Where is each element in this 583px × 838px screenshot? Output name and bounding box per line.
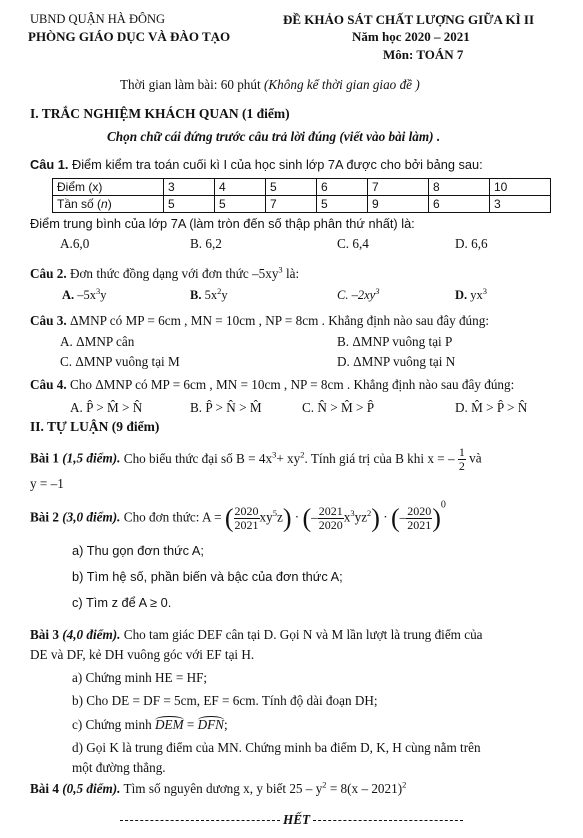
b2-f3-num: 2020 [407,504,432,518]
freq-var: n [101,197,108,211]
b2-frac1 [234,505,260,532]
table-cell: 7 [266,196,317,213]
b2-m1-tail: z [276,509,283,525]
b1-points: (1,5 điểm). [62,450,121,466]
table-cell: 6 [317,179,368,196]
part2-title: II. TỰ LUẬN (9 điểm) [30,419,160,434]
b2-minus: – [399,509,407,525]
q4-option-a: A. P̂ > M̂ > N̂ [70,400,143,415]
b3-text2: DE và DF, kẻ DH vuông góc với EF tại H. [30,647,255,662]
b1-frac-num: 1 [458,445,465,459]
b1-label: Bài 1 [30,450,59,466]
b2-minus: – [311,509,318,525]
b4-sup1: 2 [322,779,327,790]
b1-text-b: . Tính giá trị của B khi x = – [304,450,455,466]
b1-fraction [458,446,466,473]
b1-mid: + xy [276,450,301,466]
b2-f2-den: 2020 [318,518,343,532]
table-cell: 5 [266,179,317,196]
q2-b-base: 5x [204,288,218,302]
freq-close: ) [107,197,112,211]
q2-d-sup: 3 [482,285,488,296]
b2-m2-mid: yz [354,509,368,525]
table-cell: 5 [317,196,368,213]
school-year: Năm học 2020 – 2021 [352,29,470,44]
table-cell: 10 [490,179,551,196]
q4-option-c: C. N̂ > M̂ > P̂ [302,400,375,415]
b2-f3-den: 2021 [407,518,432,532]
paren-close: ) [371,503,380,533]
q2-c-base: –2xy [351,288,376,302]
b4-label: Bài 4 [30,781,59,796]
table-header-frequency [53,196,164,213]
q2-a-letter: A. [62,288,75,302]
footer-end: HẾT [283,812,311,827]
q4-option-d: D. M̂ > P̂ > N̂ [455,400,528,415]
b2-f1-num: 2020 [234,504,259,518]
b2-m2-sup2: 2 [367,508,372,519]
q1-option-d: D. 6,6 [455,236,488,251]
q2-text: Đơn thức đồng dạng với đơn thức [69,266,249,281]
b3-stem [30,627,483,643]
b3-c-pre: c) Chứng minh [72,717,152,732]
footer-line-left [120,820,280,821]
table-row [53,196,551,213]
b4-stem [30,781,406,797]
b2-m1: xy [259,509,273,525]
time-limit [120,77,420,93]
table-cell: 3 [490,196,551,213]
b2-text: Cho đơn thức: A = [123,509,222,525]
paren-open: ( [302,503,312,533]
b3-part-a: a) Chứng minh HE = HF; [72,670,208,685]
b1-text-a: Cho biểu thức đại số B = 4x [123,450,273,466]
b1-frac-den: 2 [458,459,465,473]
b2-part-a: a) Thu gọn đơn thức A; [72,543,204,558]
q2-label: Câu 2. [30,266,67,281]
q2-option-d [455,285,488,303]
b3-text1: Cho tam giác DEF cân tại D. Gọi N và M lần lượt là trung điểm của [123,627,483,642]
b2-m2-sup: 3 [350,508,355,519]
b2-part-c: c) Tìm z để A ≥ 0. [72,595,172,610]
b2-m2: x [343,509,351,525]
b3-c-eq: = [186,717,195,732]
b3-points: (4,0 điểm). [62,627,121,642]
table-cell: 6 [429,196,490,213]
b2-part-b: b) Tìm hệ số, phần biến và bậc của đơn thức A; [72,569,343,584]
exam-title: ĐỀ KHẢO SÁT CHẤT LƯỢNG GIỮA KÌ II [283,12,535,27]
b2-dot: · [383,509,388,525]
q2-c-sup: 3 [375,285,380,296]
q3-text: ΔMNP có MP = 6cm , MN = 10cm , NP = 8cm . Khẳng định nào sau đây đúng: [69,313,489,328]
q1-text: Điểm kiểm tra toán cuối kì I của học sinh lớp 7A được cho bởi bảng sau: [71,157,483,172]
part1-title: I. TRẮC NGHIỆM KHÁCH QUAN (1 điểm) [30,106,290,121]
q2-a-tail: y [100,288,107,302]
table-cell: 7 [368,179,429,196]
q2-stem [30,266,299,282]
q4-label: Câu 4. [30,377,67,392]
b2-frac2 [318,505,344,532]
footer-line-right [313,820,463,821]
q1-stem [30,157,483,172]
subject: Môn: TOÁN 7 [383,47,464,62]
q2-a-base: –5x [77,288,97,302]
q1-prompt: Điểm trung bình của lớp 7A (làm tròn đến số thập phân thứ nhất) là: [30,216,415,231]
b1-sup1: 3 [272,449,277,460]
b2-f2-num: 2021 [318,504,343,518]
q1-option-b: B. 6,2 [190,236,222,251]
b2-stem [30,499,446,533]
b4-sup2: 2 [402,779,407,790]
q3-option-b: B. ΔMNP vuông tại P [337,334,453,349]
q3-label: Câu 3. [30,313,67,328]
q4-option-b: B. P̂ > N̂ > M̂ [190,400,262,415]
angle-dfn: DFN [197,717,224,732]
q3-option-a: A. ΔMNP cân [60,334,135,349]
q2-d-letter: D. [455,288,468,302]
q2-expr-base: –5xy [252,266,279,281]
b2-m1-sup: 5 [272,508,277,519]
q2-a-sup: 3 [96,285,101,296]
school-district: UBND QUẬN HÀ ĐÔNG [30,12,166,26]
b3-part-b: b) Cho DE = DF = 5cm, EF = 6cm. Tính độ dài đoạn DH; [72,693,378,708]
b3-label: Bài 3 [30,627,59,642]
q2-option-c [337,285,380,303]
q2-c-letter: C. [337,288,349,302]
q2-tail: là: [285,266,300,281]
b4-text: Tìm số nguyên dương x, y biết [123,781,287,796]
freq-label: Tần số ( [57,197,102,211]
angle-dem: DEM [154,717,184,732]
b1-tail: và [469,450,482,466]
b4-expr-b: = 8(x – 2021) [329,781,403,796]
part1-instruction: Chọn chữ cái đứng trước câu trả lời đúng (viết vào bài làm) . [107,129,441,144]
q2-option-a [62,285,107,303]
q2-expr [252,266,283,281]
b1-text [124,451,455,466]
b3-part-d-cont: một đường thẳng. [72,760,166,775]
q2-b-sup: 2 [217,285,222,296]
table-cell: 3 [164,179,215,196]
b1-sup2: 2 [300,449,305,460]
q2-b-letter: B. [190,288,202,302]
b2-frac3 [406,505,432,532]
q2-expr-sup: 3 [278,264,283,275]
q2-d-base: yx [470,288,483,302]
q3-option-c: C. ΔMNP vuông tại M [60,354,180,369]
table-cell: 9 [368,196,429,213]
school-department: PHÒNG GIÁO DỤC VÀ ĐÀO TẠO [28,29,231,44]
b3-part-c [72,717,228,733]
b2-dot: · [294,509,300,525]
b2-exp: 0 [440,499,446,511]
paren-open: ( [390,503,400,533]
q4-stem [30,377,514,393]
paren-open: ( [224,503,234,533]
paren-close: ) [282,503,292,533]
table-cell: 8 [429,179,490,196]
b1-line2: y = –1 [30,476,64,491]
time-note: (Không kể thời gian giao đề ) [263,77,420,92]
q3-option-d: D. ΔMNP vuông tại N [337,354,456,369]
b4-expr [289,781,406,796]
q3-stem [30,313,489,329]
b2-f1-den: 2021 [234,518,259,532]
frequency-table [52,178,551,213]
table-cell: 5 [164,196,215,213]
q4-text: Cho ΔMNP có MP = 6cm , MN = 10cm , NP = 8cm . Khẳng định nào sau đây đúng: [69,377,515,392]
table-row [53,179,551,196]
b1-stem [30,446,482,473]
b4-expr-a: 25 – y [289,781,323,796]
q2-b-tail: y [221,288,228,302]
q1-option-a: A.6,0 [60,236,90,251]
q1-option-c: C. 6,4 [337,236,369,251]
paren-close: ) [432,503,441,533]
q1-label: Câu 1. [30,157,69,172]
q2-option-b [190,285,228,303]
b2-label: Bài 2 [30,509,59,525]
b4-points: (0,5 điểm). [62,781,121,796]
time-main: Thời gian làm bài: 60 phút [120,77,261,92]
table-header-score: Điểm (x) [53,179,164,196]
b2-points: (3,0 điểm). [62,509,121,525]
table-cell: 4 [215,179,266,196]
b3-part-d: d) Gọi K là trung điểm của MN. Chứng minh ba điểm D, K, H cùng nằm trên [72,740,481,755]
b3-c-post: ; [223,717,228,732]
table-cell: 5 [215,196,266,213]
